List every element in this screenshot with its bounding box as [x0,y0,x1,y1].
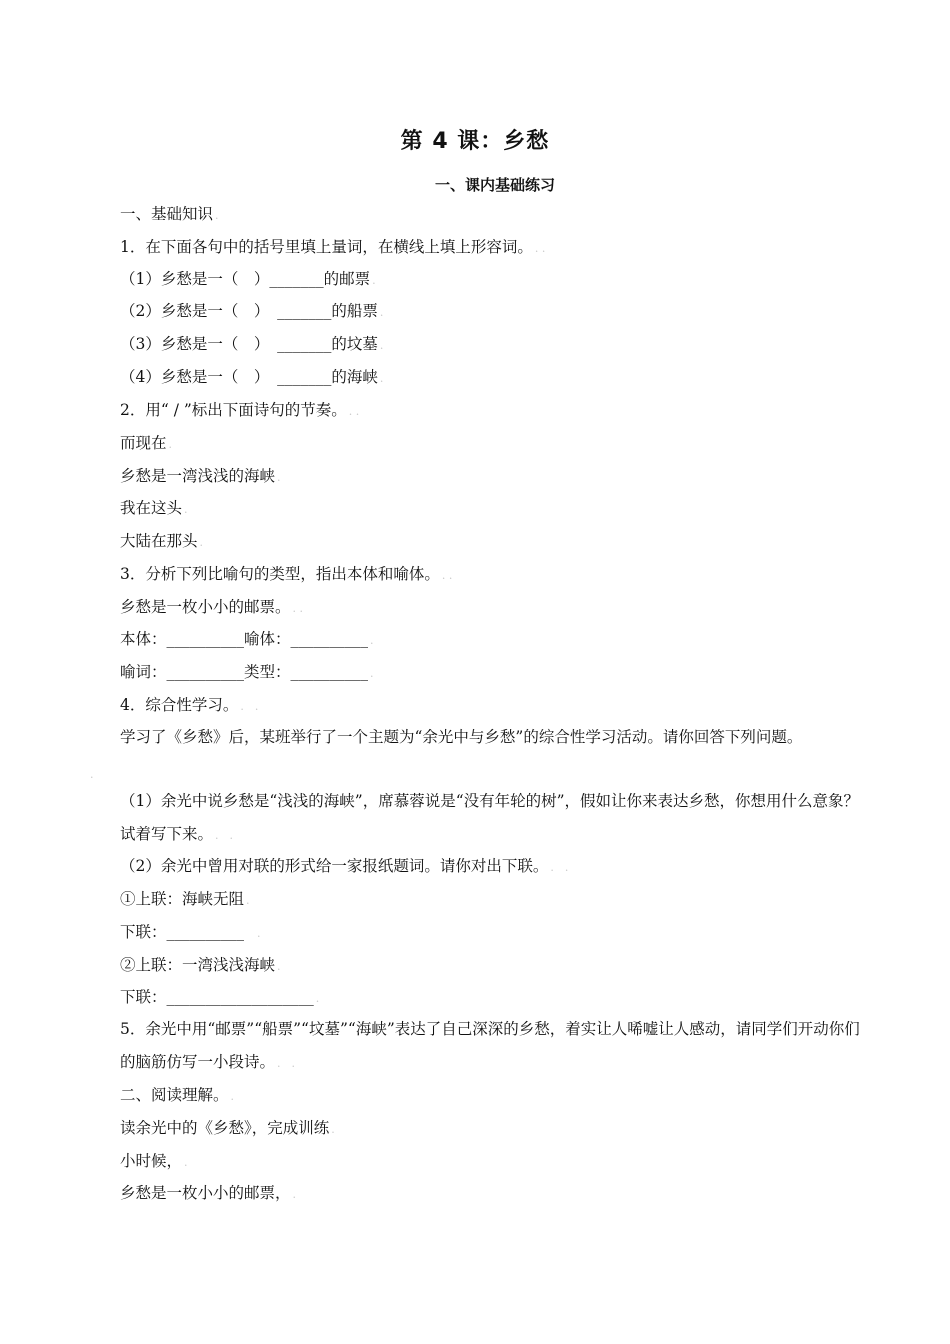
couplet-lower: 下联：___________________ . [120,988,320,1006]
poem-line: 乡愁是一枚小小的邮票， . [120,1184,297,1202]
question-1-item: （3）乡愁是一（ ） _______的坟墓 . [120,335,384,353]
poem-line: 乡愁是一湾浅浅的海峡 . [120,467,281,485]
question-3: 3．分析下列比喻句的类型，指出本体和喻体。 . . [120,565,453,583]
question-4-intro: 学习了《乡愁》后，某班举行了一个主题为“余光中与乡愁”的综合性学习活动。请你回答下列问题。 [120,728,803,746]
question-3-blank: 喻词：__________类型：__________ . [120,663,374,681]
question-5: 5．余光中用“邮票”“船票”“坟墓”“海峡”表达了自己深深的乡愁，着实让人唏嘘让人感动，请同学们开动你们的脑筋仿写一小段诗。 . . [120,1020,860,1071]
question-4: 4．综合性学习。 . . [120,696,259,714]
question-1-item: （4）乡愁是一（ ） _______的海峡 . [120,368,384,386]
question-4-part-1: （1）余光中说乡愁是“浅浅的海峡”，席慕蓉说是“没有年轮的树”，假如让你来表达乡愁，你想用什么意象？试着写下来。 . . [120,792,860,843]
question-1-item: （1）乡愁是一（ ）_______的邮票 . [120,270,376,288]
section-heading: 一、课内基础练习 [434,176,555,194]
question-1-item: （2）乡愁是一（ ） _______的船票 . [120,302,384,320]
question-1: 1．在下面各句中的括号里填上量词，在横线上填上形容词。 . . [120,238,546,256]
couplet-lower: 下联：__________ . [120,923,261,941]
reading-instruction: 读余光中的《乡愁》，完成训练 . [120,1119,335,1137]
poem-line: 大陆在那头 . [120,532,204,550]
question-2: 2．用“ / ”标出下面诗句的节奏。 . . [120,401,360,419]
poem-line: 小时候， . [120,1152,188,1170]
poem-line: 我在这头 . [120,499,188,517]
part-heading: 一、基础知识 . [120,205,219,223]
poem-line: 而现在 . [120,434,173,452]
paragraph-mark: . [90,768,94,781]
lesson-title: 第 4 课：乡愁 [400,129,550,154]
question-4-part-2: （2）余光中曾用对联的形式给一家报纸题词。请你对出下联。 . . [120,857,569,875]
part-heading: 二、阅读理解。 . [120,1086,235,1104]
couplet-upper: ①上联：海峡无阻 . [120,890,250,908]
couplet-upper: ②上联：一湾浅浅海峡 . [120,956,281,974]
question-3-sentence: 乡愁是一枚小小的邮票。 . . [120,598,304,616]
question-3-blank: 本体：__________喻体：__________ . [120,630,374,648]
